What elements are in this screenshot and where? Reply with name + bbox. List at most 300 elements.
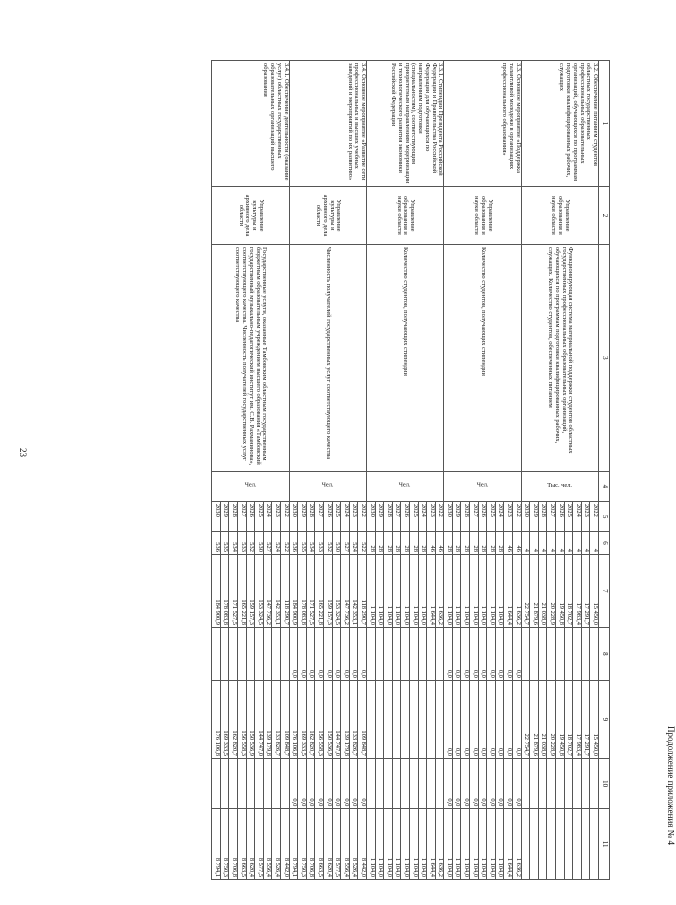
extra-cell: 8 663,5	[315, 809, 324, 880]
federal-cell	[427, 627, 436, 680]
value-cell: 530	[332, 532, 341, 555]
indicator-cell: Численность получателей государственных услуг соответствующего качества	[289, 244, 366, 471]
total-cell: 165 221,8	[238, 554, 247, 627]
extra-cell: 1 636,2	[513, 809, 522, 880]
regional-cell	[427, 680, 436, 758]
total-cell: 1 104,0	[461, 554, 470, 627]
executor-cell: Управление культуры и архивного дела области	[289, 187, 366, 245]
col-num-2: 2	[599, 187, 610, 245]
extra-cell	[590, 809, 599, 880]
program-table	[211, 60, 610, 880]
local-cell: 0,0	[504, 758, 513, 808]
federal-cell	[384, 627, 393, 680]
federal-cell	[238, 627, 247, 680]
regional-cell: 15 450,0	[590, 680, 599, 758]
value-cell: 535	[298, 532, 307, 555]
year-cell: 2025	[564, 501, 573, 531]
local-cell: 0,0	[289, 758, 298, 808]
local-cell	[418, 758, 427, 808]
year-cell: 2030	[289, 501, 298, 531]
federal-cell	[246, 627, 255, 680]
year-cell: 2023	[504, 501, 513, 531]
event-cell: 3.3.1. Стипендии Президента Российской Федерации и Правительства Российской Федерации для обучающихся по направлениям подготовки (специальностям), соответствующим приоритетным направлениям модернизации и технологического развития экономики Российской Федерации	[366, 61, 443, 187]
federal-cell	[538, 627, 547, 680]
indicator-cell: Количество студентов, получающих стипендии	[444, 244, 521, 471]
extra-cell: 1 644,4	[504, 809, 513, 880]
year-cell: 2024	[341, 501, 350, 531]
extra-cell: 8 750,3	[220, 809, 229, 880]
local-cell	[556, 758, 565, 808]
local-cell: 0,0	[306, 758, 315, 808]
local-cell: 0,0	[349, 758, 358, 808]
federal-cell: 0,0	[306, 627, 315, 680]
regional-cell: 0,0	[495, 680, 504, 758]
federal-cell	[547, 627, 556, 680]
year-cell: 2025	[487, 501, 496, 531]
year-cell: 2028	[461, 501, 470, 531]
unit-label: Чел.	[399, 482, 412, 489]
local-cell	[564, 758, 573, 808]
total-cell: 118 290,7	[358, 554, 367, 627]
local-cell	[521, 758, 530, 808]
year-cell: 2029	[530, 501, 539, 531]
indicator-cell: Функционирующая система материальной поддержки студентов областных государственных профессиональных образовательных организаций, обучающихся по программам подготовки квалифицированных рабочих, служащих. Количество студентов, обеспеченных питанием	[521, 244, 598, 471]
year-cell: 2026	[324, 501, 333, 531]
local-cell: 0,0	[513, 758, 522, 808]
regional-cell: 0,0	[513, 680, 522, 758]
extra-cell: 1 104,0	[495, 809, 504, 880]
federal-cell	[530, 627, 539, 680]
regional-cell: 176 106,8	[289, 680, 298, 758]
federal-cell	[263, 627, 272, 680]
regional-cell: 21 038,0	[538, 680, 547, 758]
federal-cell: 0,0	[315, 627, 324, 680]
extra-cell: 1 104,0	[418, 809, 427, 880]
federal-cell: 0,0	[444, 627, 453, 680]
total-cell: 171 527,5	[306, 554, 315, 627]
extra-cell: 1 104,0	[392, 809, 401, 880]
extra-cell: 8 577,5	[332, 809, 341, 880]
federal-cell	[281, 627, 290, 680]
extra-cell: 1 104,0	[366, 809, 375, 880]
total-cell: 1 104,0	[495, 554, 504, 627]
year-cell: 2022	[358, 501, 367, 531]
year-cell: 2026	[246, 501, 255, 531]
total-cell: 1 636,2	[513, 554, 522, 627]
executor-cell: Управление культуры и архивного дела области	[212, 187, 289, 245]
total-cell: 1 104,0	[478, 554, 487, 627]
regional-cell	[401, 680, 410, 758]
federal-cell: 0,0	[298, 627, 307, 680]
regional-cell	[392, 680, 401, 758]
total-cell: 1 104,0	[487, 554, 496, 627]
federal-cell: 0,0	[358, 627, 367, 680]
year-cell: 2023	[581, 501, 590, 531]
federal-cell	[401, 627, 410, 680]
regional-cell: 20 228,9	[547, 680, 556, 758]
table-row	[281, 61, 290, 880]
total-cell: 21 038,0	[538, 554, 547, 627]
extra-cell: 1 104,0	[444, 809, 453, 880]
year-cell: 2030	[444, 501, 453, 531]
value-cell: 534	[229, 532, 238, 555]
local-cell: 0,0	[341, 758, 350, 808]
regional-cell: 139 179,8	[341, 680, 350, 758]
local-cell	[238, 758, 247, 808]
event-cell: 3.4. Основное мероприятие «Развитие сети профессиональных и высших учебных заведений и мероприятий по их развитию»	[289, 61, 366, 187]
year-cell: 2025	[409, 501, 418, 531]
local-cell: 0,0	[461, 758, 470, 808]
value-cell: 4	[556, 532, 565, 555]
total-cell: 118 290,7	[281, 554, 290, 627]
extra-cell: 8 556,4	[263, 809, 272, 880]
federal-cell	[556, 627, 565, 680]
value-cell: 533	[315, 532, 324, 555]
value-cell: 532	[324, 532, 333, 555]
local-cell: 0,0	[452, 758, 461, 808]
local-cell: 0,0	[298, 758, 307, 808]
regional-cell: 109 848,7	[281, 680, 290, 758]
total-cell: 142 353,1	[349, 554, 358, 627]
regional-cell: 144 747,0	[255, 680, 264, 758]
local-cell	[590, 758, 599, 808]
federal-cell: 0,0	[349, 627, 358, 680]
extra-cell: 8 620,4	[324, 809, 333, 880]
extra-cell	[573, 809, 582, 880]
local-cell: 0,0	[478, 758, 487, 808]
federal-cell	[418, 627, 427, 680]
table-row	[513, 61, 522, 880]
total-cell: 15 450,0	[590, 554, 599, 627]
extra-cell: 1 104,0	[409, 809, 418, 880]
total-cell: 147 736,2	[341, 554, 350, 627]
col-num-10: 10	[599, 758, 610, 808]
value-cell: 534	[306, 532, 315, 555]
page-number: 23	[18, 448, 28, 457]
total-cell: 147 736,2	[263, 554, 272, 627]
federal-cell	[272, 627, 281, 680]
total-cell: 1 104,0	[366, 554, 375, 627]
regional-cell: 0,0	[444, 680, 453, 758]
year-cell: 2026	[478, 501, 487, 531]
table-row	[435, 61, 444, 880]
local-cell	[375, 758, 384, 808]
value-cell: 28	[392, 532, 401, 555]
total-cell: 21 879,6	[530, 554, 539, 627]
regional-cell: 0,0	[461, 680, 470, 758]
local-cell	[538, 758, 547, 808]
year-cell: 2027	[315, 501, 324, 531]
local-cell	[220, 758, 229, 808]
event-cell: 3.4.1. Обеспечение деятельности (оказание услуг) областных государственных образовательных организаций высшего образования	[212, 61, 289, 187]
extra-cell	[521, 809, 530, 880]
value-cell: 28	[495, 532, 504, 555]
year-cell: 2024	[573, 501, 582, 531]
unit-label: Чел.	[476, 482, 489, 489]
value-cell: 28	[401, 532, 410, 555]
extra-cell: 8 750,3	[298, 809, 307, 880]
extra-cell	[538, 809, 547, 880]
value-cell: 524	[272, 532, 281, 555]
unit-cell	[212, 471, 289, 501]
regional-cell: 0,0	[487, 680, 496, 758]
year-cell: 2024	[263, 501, 272, 531]
total-cell: 178 083,8	[298, 554, 307, 627]
total-cell: 159 157,3	[246, 554, 255, 627]
local-cell	[281, 758, 290, 808]
regional-cell: 0,0	[504, 680, 513, 758]
value-cell: 46	[513, 532, 522, 555]
year-cell: 2024	[495, 501, 504, 531]
col-num-6: 6	[599, 532, 610, 555]
regional-cell	[409, 680, 418, 758]
total-cell: 18 702,7	[564, 554, 573, 627]
federal-cell	[564, 627, 573, 680]
value-cell: 535	[220, 532, 229, 555]
value-cell: 28	[461, 532, 470, 555]
executor-cell: Управление образования и науки области	[521, 187, 598, 245]
total-cell: 153 324,5	[255, 554, 264, 627]
total-cell: 19 450,8	[556, 554, 565, 627]
federal-cell	[229, 627, 238, 680]
total-cell: 22 754,7	[521, 554, 530, 627]
year-cell: 2022	[281, 501, 290, 531]
federal-cell: 0,0	[495, 627, 504, 680]
year-cell: 2028	[306, 501, 315, 531]
regional-cell	[375, 680, 384, 758]
col-num-11: 11	[599, 809, 610, 880]
event-cell: 3.3. Основное мероприятие «Поддержка талантливой молодежи в организациях профессионального образования»	[444, 61, 521, 187]
local-cell	[573, 758, 582, 808]
year-cell: 2022	[590, 501, 599, 531]
regional-cell: 0,0	[478, 680, 487, 758]
local-cell	[212, 758, 221, 808]
total-cell: 1 104,0	[375, 554, 384, 627]
federal-cell	[521, 627, 530, 680]
value-cell: 533	[238, 532, 247, 555]
year-cell: 2022	[435, 501, 444, 531]
value-cell: 524	[349, 532, 358, 555]
regional-cell: 19 450,8	[556, 680, 565, 758]
total-cell: 1 104,0	[384, 554, 393, 627]
year-cell: 2029	[375, 501, 384, 531]
value-cell: 4	[581, 532, 590, 555]
total-cell: 1 104,0	[401, 554, 410, 627]
appendix-caption: Продолжение приложения № 4	[666, 725, 676, 845]
year-cell: 2025	[332, 501, 341, 531]
local-cell	[229, 758, 238, 808]
extra-cell: 8 620,4	[246, 809, 255, 880]
regional-cell: 0,0	[470, 680, 479, 758]
federal-cell: 0,0	[324, 627, 333, 680]
regional-cell: 133 826,7	[272, 680, 281, 758]
regional-cell: 17 983,4	[573, 680, 582, 758]
total-cell: 184 900,9	[212, 554, 221, 627]
federal-cell	[220, 627, 229, 680]
col-num-7: 7	[599, 554, 610, 627]
indicator-cell: Количество студентов, получающих стипендии	[366, 244, 443, 471]
federal-cell	[255, 627, 264, 680]
regional-cell: 162 820,7	[229, 680, 238, 758]
extra-cell	[547, 809, 556, 880]
col-num-8: 8	[599, 627, 610, 680]
total-cell: 1 104,0	[452, 554, 461, 627]
extra-cell: 8 526,4	[349, 809, 358, 880]
extra-cell: 1 104,0	[478, 809, 487, 880]
indicator-cell: Государственные услуги, оказанные Тамбовским областным государственным бюджетным образовательным учреждением высшего образования «Тамбовский государственный музыкально-педагогический институт им. С.В. Рахманинова», соответствующего качества. Численность получателей государственных услуг соответствующего качества	[212, 244, 289, 471]
extra-cell: 8 663,5	[238, 809, 247, 880]
extra-cell: 8 442,0	[281, 809, 290, 880]
year-cell: 2027	[238, 501, 247, 531]
federal-cell: 0,0	[461, 627, 470, 680]
local-cell	[427, 758, 436, 808]
value-cell: 4	[530, 532, 539, 555]
local-cell	[366, 758, 375, 808]
total-cell: 1 104,0	[418, 554, 427, 627]
extra-cell: 1 104,0	[487, 809, 496, 880]
federal-cell	[590, 627, 599, 680]
extra-cell: 8 556,4	[341, 809, 350, 880]
year-cell: 2026	[556, 501, 565, 531]
federal-cell: 0,0	[470, 627, 479, 680]
regional-cell: 109 848,7	[358, 680, 367, 758]
extra-cell: 1 104,0	[470, 809, 479, 880]
year-cell: 2029	[298, 501, 307, 531]
local-cell	[547, 758, 556, 808]
value-cell: 28	[384, 532, 393, 555]
federal-cell	[435, 627, 444, 680]
value-cell: 28	[418, 532, 427, 555]
total-cell: 178 083,8	[220, 554, 229, 627]
value-cell: 28	[487, 532, 496, 555]
federal-cell	[573, 627, 582, 680]
regional-cell: 156 558,3	[315, 680, 324, 758]
extra-cell	[581, 809, 590, 880]
year-cell: 2023	[427, 501, 436, 531]
federal-cell: 0,0	[452, 627, 461, 680]
extra-cell	[556, 809, 565, 880]
value-cell: 28	[366, 532, 375, 555]
local-cell: 0,0	[332, 758, 341, 808]
col-num-1: 1	[599, 61, 610, 187]
local-cell: 0,0	[495, 758, 504, 808]
federal-cell: 0,0	[332, 627, 341, 680]
local-cell	[263, 758, 272, 808]
year-cell: 2029	[220, 501, 229, 531]
local-cell: 0,0	[324, 758, 333, 808]
value-cell: 46	[427, 532, 436, 555]
col-num-3: 3	[599, 244, 610, 471]
year-cell: 2028	[538, 501, 547, 531]
value-cell: 4	[547, 532, 556, 555]
value-cell: 527	[341, 532, 350, 555]
total-cell: 1 644,4	[504, 554, 513, 627]
value-cell: 530	[255, 532, 264, 555]
local-cell	[530, 758, 539, 808]
col-num-5: 5	[599, 501, 610, 531]
executor-cell: Управление образования и науки области	[366, 187, 443, 245]
extra-cell: 8 706,8	[229, 809, 238, 880]
year-cell: 2027	[470, 501, 479, 531]
federal-cell: 0,0	[504, 627, 513, 680]
local-cell	[392, 758, 401, 808]
year-cell: 2028	[229, 501, 238, 531]
extra-cell: 8 526,4	[272, 809, 281, 880]
executor-cell: Управление образования и науки области	[444, 187, 521, 245]
local-cell	[384, 758, 393, 808]
table-row	[590, 61, 599, 880]
column-number-row	[599, 61, 610, 880]
federal-cell	[212, 627, 221, 680]
extra-cell: 1 644,4	[427, 809, 436, 880]
federal-cell	[375, 627, 384, 680]
extra-cell: 8 794,1	[289, 809, 298, 880]
extra-cell	[530, 809, 539, 880]
unit-cell	[289, 471, 366, 501]
year-cell: 2023	[272, 501, 281, 531]
regional-cell: 162 820,7	[306, 680, 315, 758]
total-cell: 165 221,8	[315, 554, 324, 627]
federal-cell	[366, 627, 375, 680]
total-cell: 153 324,5	[332, 554, 341, 627]
extra-cell: 1 636,2	[435, 809, 444, 880]
regional-cell: 156 558,3	[238, 680, 247, 758]
value-cell: 46	[435, 532, 444, 555]
table-row	[358, 61, 367, 880]
unit-label: Чел.	[321, 482, 334, 489]
regional-cell	[435, 680, 444, 758]
regional-cell: 176 106,8	[212, 680, 221, 758]
value-cell: 536	[212, 532, 221, 555]
value-cell: 28	[478, 532, 487, 555]
value-cell: 4	[538, 532, 547, 555]
year-cell: 2023	[349, 501, 358, 531]
local-cell: 0,0	[487, 758, 496, 808]
value-cell: 527	[263, 532, 272, 555]
total-cell: 1 644,4	[427, 554, 436, 627]
local-cell: 0,0	[470, 758, 479, 808]
extra-cell	[564, 809, 573, 880]
col-num-9: 9	[599, 680, 610, 758]
year-cell: 2024	[418, 501, 427, 531]
total-cell: 159 157,3	[324, 554, 333, 627]
year-cell: 2022	[513, 501, 522, 531]
regional-cell: 21 879,6	[530, 680, 539, 758]
extra-cell: 1 104,0	[461, 809, 470, 880]
total-cell: 1 104,0	[470, 554, 479, 627]
regional-cell	[366, 680, 375, 758]
regional-cell: 17 291,7	[581, 680, 590, 758]
year-cell: 2029	[452, 501, 461, 531]
local-cell	[435, 758, 444, 808]
total-cell: 1 104,0	[444, 554, 453, 627]
extra-cell: 8 706,8	[306, 809, 315, 880]
value-cell: 28	[409, 532, 418, 555]
year-cell: 2027	[392, 501, 401, 531]
year-cell: 2025	[255, 501, 264, 531]
total-cell: 20 228,9	[547, 554, 556, 627]
year-cell: 2027	[547, 501, 556, 531]
total-cell: 1 104,0	[392, 554, 401, 627]
regional-cell: 150 536,9	[324, 680, 333, 758]
value-cell: 28	[375, 532, 384, 555]
total-cell: 171 527,5	[229, 554, 238, 627]
value-cell: 4	[521, 532, 530, 555]
local-cell	[272, 758, 281, 808]
local-cell	[409, 758, 418, 808]
federal-cell: 0,0	[478, 627, 487, 680]
value-cell: 4	[564, 532, 573, 555]
